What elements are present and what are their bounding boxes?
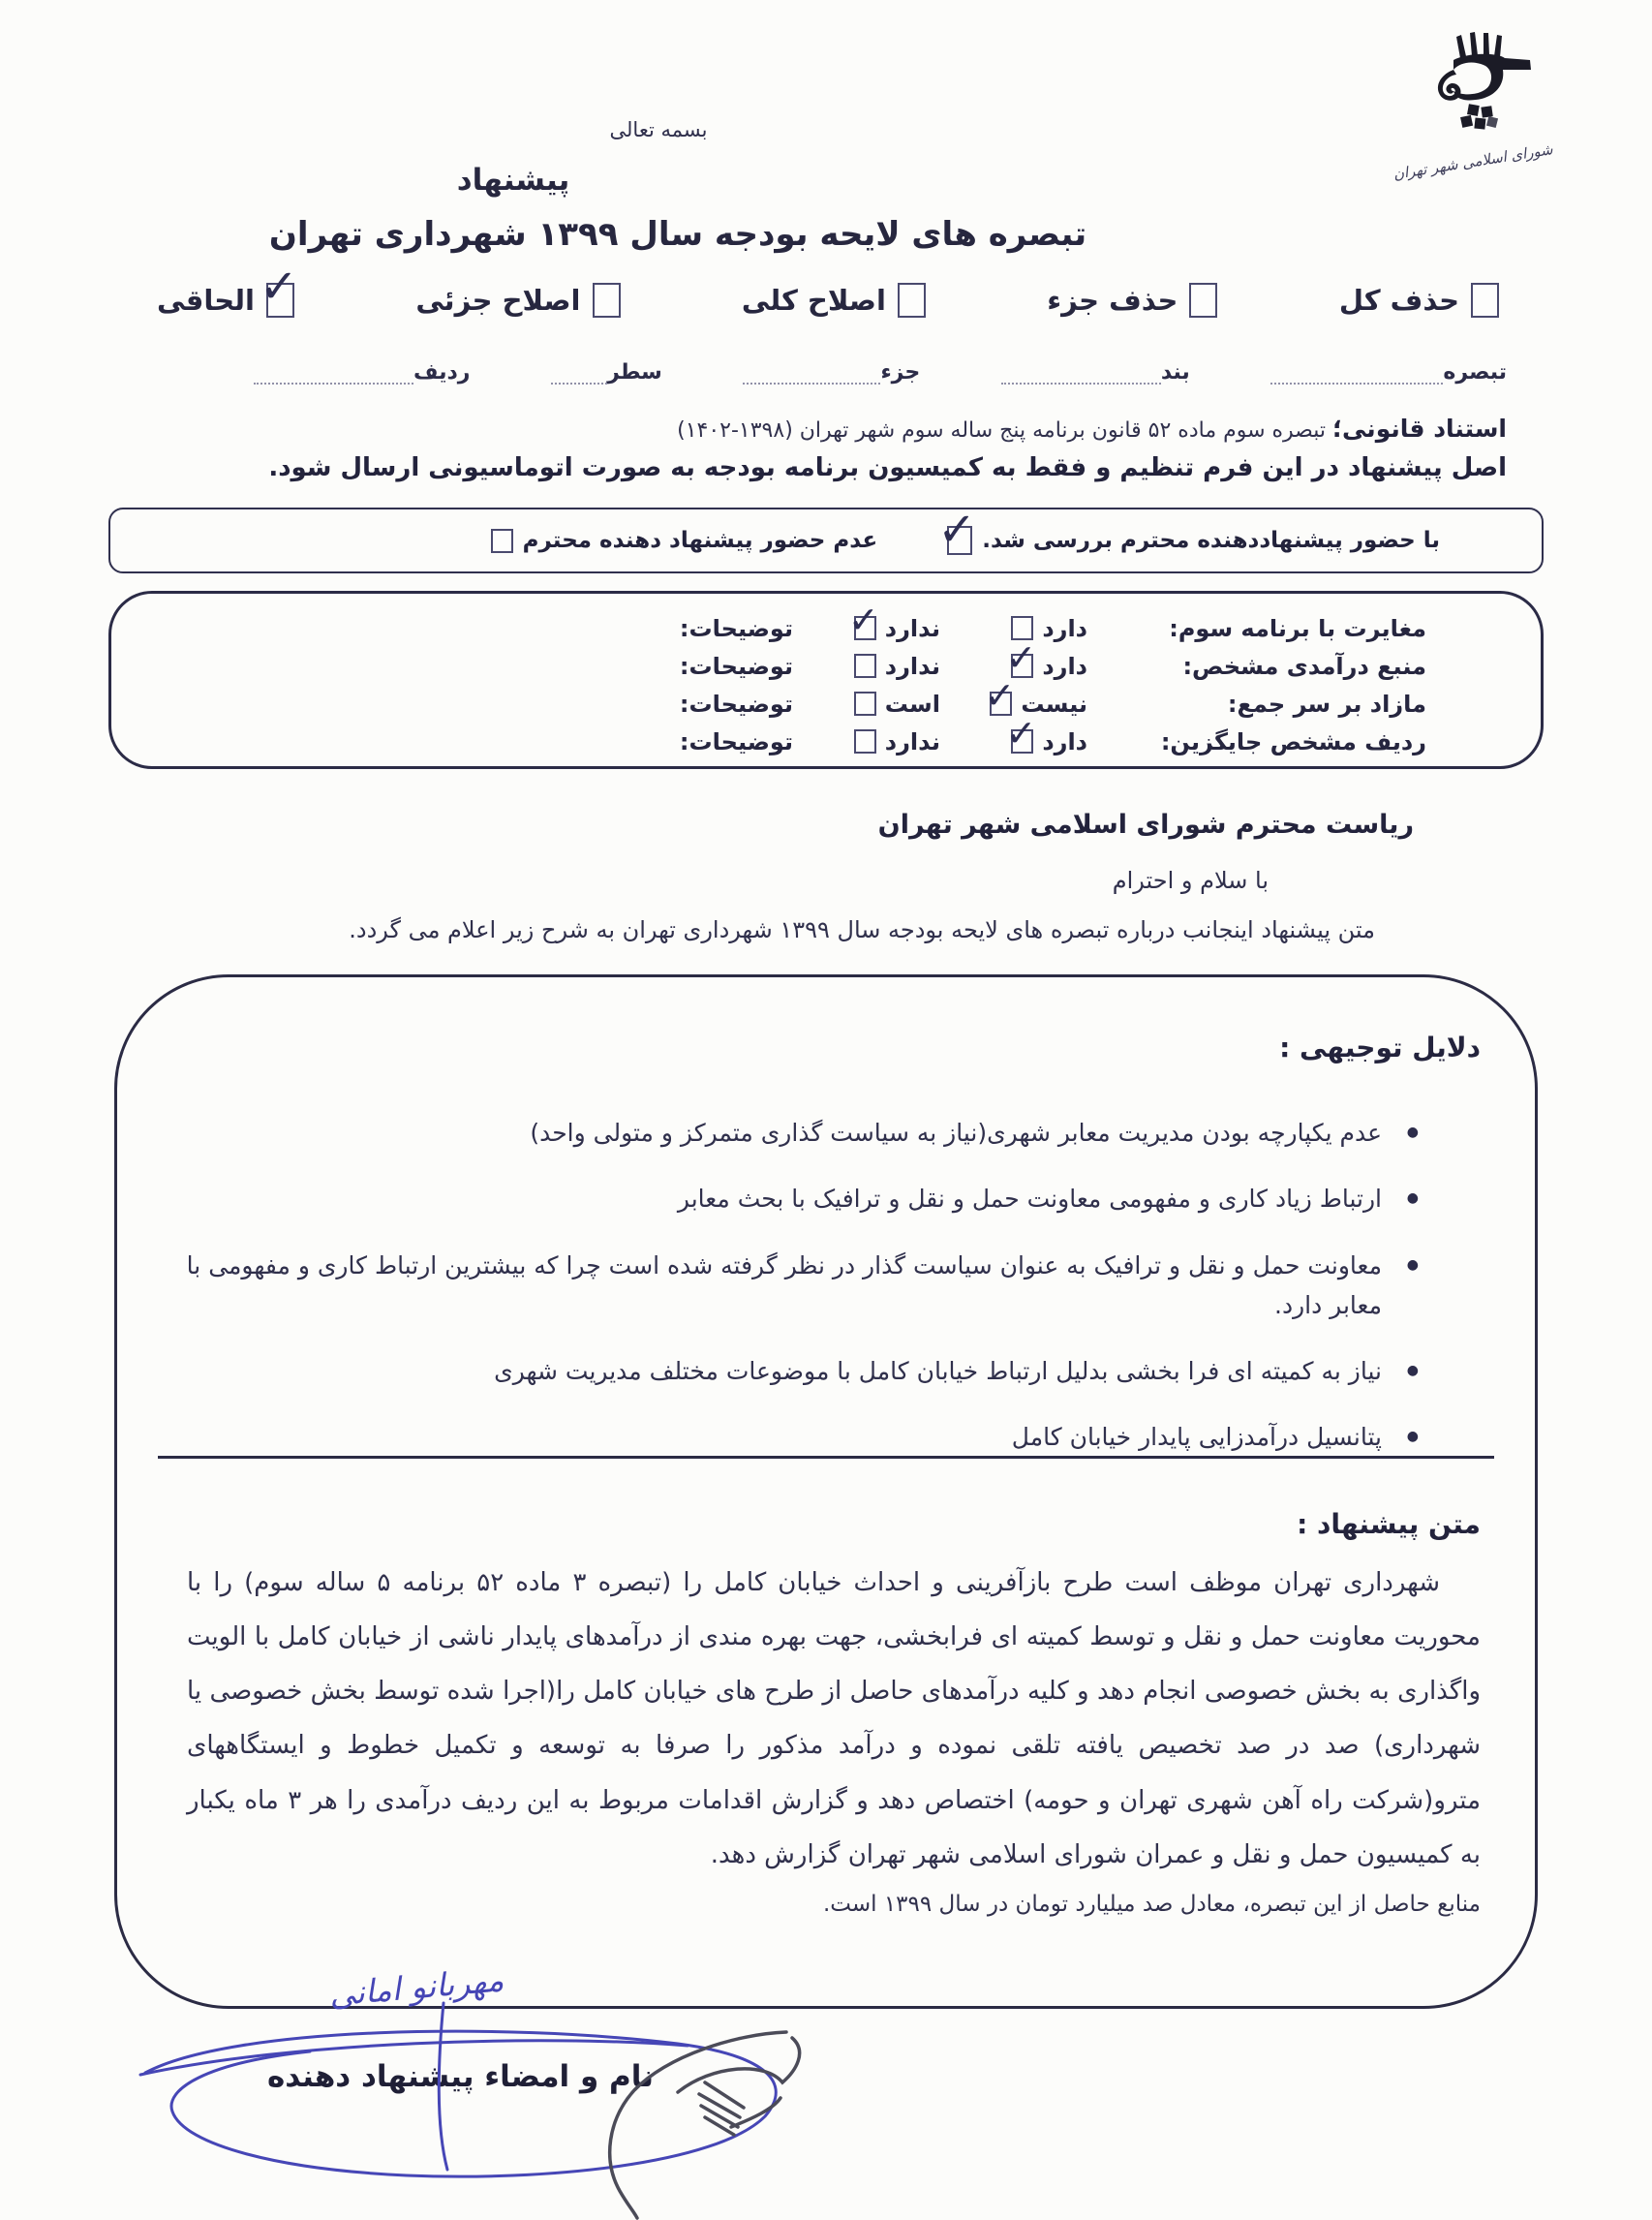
checkbox-replacement-hasnot[interactable] [854,729,876,754]
justification-item: ● ارتباط زیاد کاری و مفهومی معاونت حمل و نقل و ترافیک با بحث معابر [185,1179,1382,1218]
option-label: است [884,690,940,718]
option-label: ندارد [884,727,940,755]
amendment-type-row [157,283,1499,318]
option-label: ندارد [884,652,940,680]
field-radif [254,360,470,385]
checkbox-revenue-hasnot[interactable] [854,654,876,678]
justifications-list [185,1113,1382,1484]
letter-greeting: با سلام و احترام [1112,867,1269,894]
amendment-label: الحاقی [157,284,255,317]
field-line-radif[interactable] [254,365,413,385]
checklist-row-surplus-on-total [111,685,1426,723]
checklist-label: ردیف مشخص جایگزین: [1160,727,1426,755]
field-satr [551,360,662,385]
letter-addressee: ریاست محترم شورای اسلامی شهر تهران [877,810,1414,840]
checklist-label: منبع درآمدی مشخص: [1182,652,1426,680]
checkbox-addendum[interactable] [266,283,294,318]
review-status-box [108,508,1544,573]
legal-directive: اصل پیشنهاد در این فرم تنظیم و فقط به کمیسیون برنامه بودجه به صورت اتوماسیونی ارسال شود. [268,453,1507,482]
checklist-row-replacement-row [111,723,1426,760]
justification-item: ● عدم یکپارچه بودن مدیریت معابر شهری(نیاز به سیاست گذاری متمرکز و متولی واحد) [185,1113,1382,1153]
review-with-presence[interactable] [947,526,1440,555]
option-label: ندارد [884,614,940,642]
checklist-row-conflict-with-plan [111,609,1426,647]
notes-label[interactable]: توضیحات: [679,614,793,642]
council-logo [1361,27,1584,183]
amendment-option-general-amendment[interactable] [742,283,926,318]
council-emblem-icon [1400,27,1545,143]
amendment-label: حذف کل [1338,284,1459,317]
letter-intro: متن پیشنهاد اینجانب درباره تبصره های لایحه بودجه سال ۱۳۹۹ شهرداری تهران به شرح زیر اعلام می گردد. [349,916,1375,943]
document-heading: پیشنهاد [456,163,570,198]
checkbox-general-amendment[interactable] [898,283,926,318]
amendment-option-delete-part[interactable] [1047,283,1217,318]
legal-basis-line [677,415,1507,443]
field-line-band[interactable] [1001,365,1161,385]
handwritten-name: مهربانو امانی [327,1960,505,2014]
proposal-footnote: منابع حاصل از این تبصره، معادل صد میلیارد تومان در سال ۱۳۹۹ است. [822,1891,1481,1917]
field-band [1001,360,1190,385]
proposal-content-box [114,974,1538,2009]
checkbox-conflict-hasnot[interactable] [854,616,876,640]
council-logo-caption: شورای اسلامی شهر تهران [1392,140,1554,183]
checkbox-review-without-presence[interactable] [491,529,513,553]
bismillah-text: بسمه تعالی [609,118,708,141]
review-with-presence-label: با حضور پیشنهاددهنده محترم بررسی شد. [982,528,1440,553]
amendment-option-partial-amendment[interactable] [415,283,620,318]
notes-label[interactable]: توضیحات: [679,727,793,755]
checklist-label: مغایرت با برنامه سوم: [1169,614,1426,642]
legal-basis-label: استناد قانونی؛ [1332,415,1507,443]
checklist-box [108,591,1544,769]
justifications-heading: دلایل توجیهی : [1279,1032,1481,1064]
field-line-satr[interactable] [551,365,607,385]
proposal-body-text: شهرداری تهران موظف است طرح بازآفرینی و احداث خیابان کامل را (تبصره ۳ ماده ۵۲ برنامه ۵ ساله سوم) را با محوریت معاونت حمل و نقل و توسط کمیته ای فرابخشی، جهت بهره مندی از درآمدهای پایدار ناشی از خیابان کامل با الویت واگذاری به بخش خصوصی انجام دهد و کلیه درآمدهای حاصل از طرح های خیابان کامل را(اجرا شده توسط بخش خصوصی یا شهرداری) صد در صد تخصیص یافته تلقی نموده و درآمد مذکور را صرفا به توسعه و تکمیل خطوط و ایستگاههای مترو(شرکت راه آهن شهری تهران و حومه) اختصاص دهد و گزارش اقدامات مربوط به این ردیف درآمدی را هر ۳ ماه یکبار به کمیسیون حمل و نقل و عمران شورای اسلامی شهر تهران گزارش دهد. [187,1568,1482,1869]
checkbox-review-with-presence[interactable] [947,526,972,555]
justification-item: ● معاونت حمل و نقل و ترافیک به عنوان سیاست گذار در نظر گرفته شده است چرا که بیشترین ارتباط کاری و مفهومی با معابر دارد. [185,1246,1382,1326]
amendment-option-delete-all[interactable] [1339,283,1499,318]
checkbox-partial-amendment[interactable] [593,283,621,318]
review-without-presence[interactable] [491,528,878,553]
option-label: نیست [1021,690,1087,718]
option-label: دارد [1042,614,1087,642]
amendment-label: اصلاح جزئی [415,284,581,317]
checklist-label: مازاد بر سر جمع: [1227,690,1426,718]
field-label: جزء [880,360,921,385]
option-label: دارد [1042,727,1087,755]
amendment-label: اصلاح کلی [741,284,886,317]
notes-label[interactable]: توضیحات: [679,690,793,718]
review-without-presence-label: عدم حضور پیشنهاد دهنده محترم [522,528,878,553]
document-title: تبصره های لایحه بودجه سال ۱۳۹۹ شهرداری تهران [268,215,1087,254]
checkbox-delete-all[interactable] [1471,283,1499,318]
field-label: بند [1160,360,1190,385]
signature-label: نام و امضاء پیشنهاد دهنده [266,2059,655,2094]
field-label: ردیف [413,360,471,385]
amendment-label: حذف جزء [1047,284,1178,317]
legal-basis-text: تبصره سوم ماده ۵۲ قانون برنامه پنج ساله سوم شهر تهران (۱۳۹۸-۱۴۰۲) [677,418,1327,443]
field-label: تبصره [1443,360,1507,385]
justification-item: ● پتانسیل درآمدزایی پایدار خیابان کامل [185,1417,1382,1457]
checkbox-surplus-is[interactable] [854,692,876,716]
field-tabsereh [1270,360,1507,385]
proposal-heading: متن پیشنهاد : [1297,1508,1481,1540]
field-line-joz[interactable] [743,365,880,385]
checkbox-replacement-has[interactable] [1011,729,1033,754]
option-label: دارد [1042,652,1087,680]
field-label: سطر [607,360,662,385]
field-line-tabsereh[interactable] [1270,365,1443,385]
proposal-section [187,1508,1481,1917]
section-divider [158,1456,1494,1459]
reference-fields-row [254,360,1507,385]
justification-item: ● نیاز به کمیته ای فرا بخشی بدلیل ارتباط خیابان کامل با موضوعات مختلف مدیریت شهری [185,1351,1382,1391]
checklist-row-revenue-source [111,647,1426,685]
notes-label[interactable]: توضیحات: [679,652,793,680]
field-joz [743,360,920,385]
amendment-option-addendum[interactable] [157,283,294,318]
checkbox-delete-part[interactable] [1189,283,1217,318]
